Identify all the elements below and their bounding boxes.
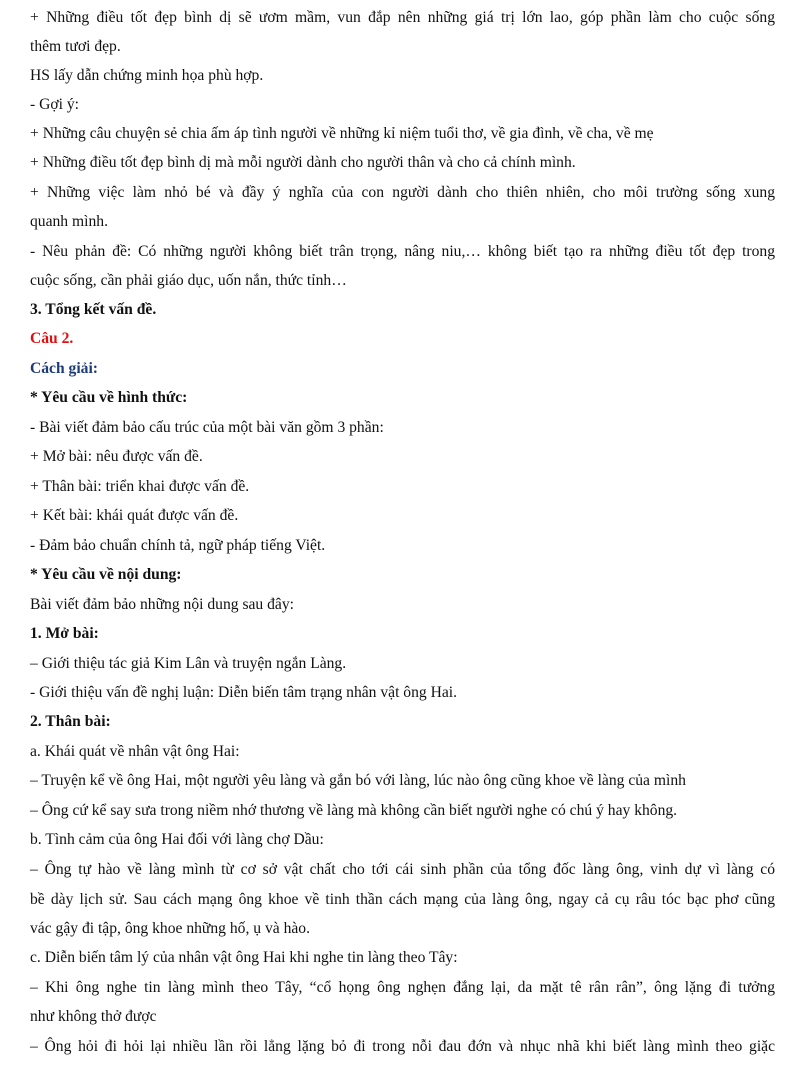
text-line: + Kết bài: khái quát được vấn đề. <box>30 507 239 524</box>
solution-heading: Cách giải: <box>30 360 99 377</box>
text-line: – Ông tự hào về làng mình từ cơ sở vật chất cho tới cái sinh phần của tổng đốc làng ông, vinh dự vì làng có <box>30 861 775 878</box>
text-line: - Đảm bảo chuẩn chính tả, ngữ pháp tiếng Việt. <box>30 537 326 554</box>
text-line: + Mở bài: nêu được vấn đề. <box>30 448 203 465</box>
text-line: Bài viết đảm bảo những nội dung sau đây: <box>30 596 294 613</box>
text-line: – Giới thiệu tác giả Kim Lân và truyện ngắn Làng. <box>30 655 347 672</box>
subheading: * Yêu cầu về hình thức: <box>30 389 188 406</box>
text-line: + Những việc làm nhỏ bé và đầy ý nghĩa của con người dành cho thiên nhiên, cho môi trường sống xung <box>30 184 775 201</box>
text-line: HS lấy dẫn chứng minh họa phù hợp. <box>30 67 264 84</box>
text-line: - Gợi ý: <box>30 96 79 113</box>
text-line: – Khi ông nghe tin làng mình theo Tây, “cổ họng ông nghẹn đắng lại, da mặt tê rân rân”, ông lặng đi tưởng <box>30 979 775 996</box>
text-line: bề dày lịch sử. Sau cách mạng ông khoe về tinh thần cách mạng của làng ông, ngay cả cụ râu tóc bạc phơ cũng <box>30 891 775 908</box>
text-line: - Bài viết đảm bảo cấu trúc của một bài văn gồm 3 phần: <box>30 419 384 436</box>
text-line: - Nêu phản đề: Có những người không biết trân trọng, nâng niu,… không biết tạo ra những điều tốt đẹp trong <box>30 243 775 260</box>
text-line: c. Diễn biến tâm lý của nhân vật ông Hai khi nghe tin làng theo Tây: <box>30 949 458 966</box>
text-line: như không thở được <box>30 1008 157 1025</box>
text-line: + Những câu chuyện sẻ chia ấm áp tình người về những kỉ niệm tuổi thơ, về gia đình, về cha, về mẹ <box>30 125 654 142</box>
question-heading: Câu 2. <box>30 330 74 347</box>
subheading: * Yêu cầu về nội dung: <box>30 566 182 583</box>
text-line: + Những điều tốt đẹp bình dị sẽ ươm mầm, vun đắp nên những giá trị lớn lao, góp phần làm cho cuộc sống <box>30 9 775 26</box>
text-line: – Truyện kể về ông Hai, một người yêu làng và gắn bó với làng, lúc nào ông cũng khoe về làng của mình <box>30 772 686 789</box>
text-line: - Giới thiệu vấn đề nghị luận: Diễn biến tâm trạng nhân vật ông Hai. <box>30 684 458 701</box>
subheading: 2. Thân bài: <box>30 713 111 730</box>
text-line: + Những điều tốt đẹp bình dị mà mỗi người dành cho người thân và cho cả chính mình. <box>30 154 576 171</box>
text-line: thêm tươi đẹp. <box>30 38 121 55</box>
section-heading: 3. Tổng kết vấn đề. <box>30 301 157 318</box>
subheading: 1. Mở bài: <box>30 625 99 642</box>
text-line: – Ông cứ kể say sưa trong niềm nhớ thương về làng mà không cần biết người nghe có chú ý hay không. <box>30 802 678 819</box>
text-line: b. Tình cảm của ông Hai đối với làng chợ Dầu: <box>30 831 324 848</box>
text-line: cuộc sống, cần phải giáo dục, uốn nắn, thức tỉnh… <box>30 272 347 289</box>
text-line: + Thân bài: triển khai được vấn đề. <box>30 478 250 495</box>
text-line: a. Khái quát về nhân vật ông Hai: <box>30 743 240 760</box>
text-line: quanh mình. <box>30 213 108 230</box>
text-line: – Ông hỏi đi hỏi lại nhiều lần rồi lẳng lặng bỏ đi trong nỗi đau đớn và nhục nhã khi biết làng mình theo giặc <box>30 1038 775 1055</box>
text-line: vác gậy đi tập, ông khoe những hố, ụ và hào. <box>30 920 310 937</box>
